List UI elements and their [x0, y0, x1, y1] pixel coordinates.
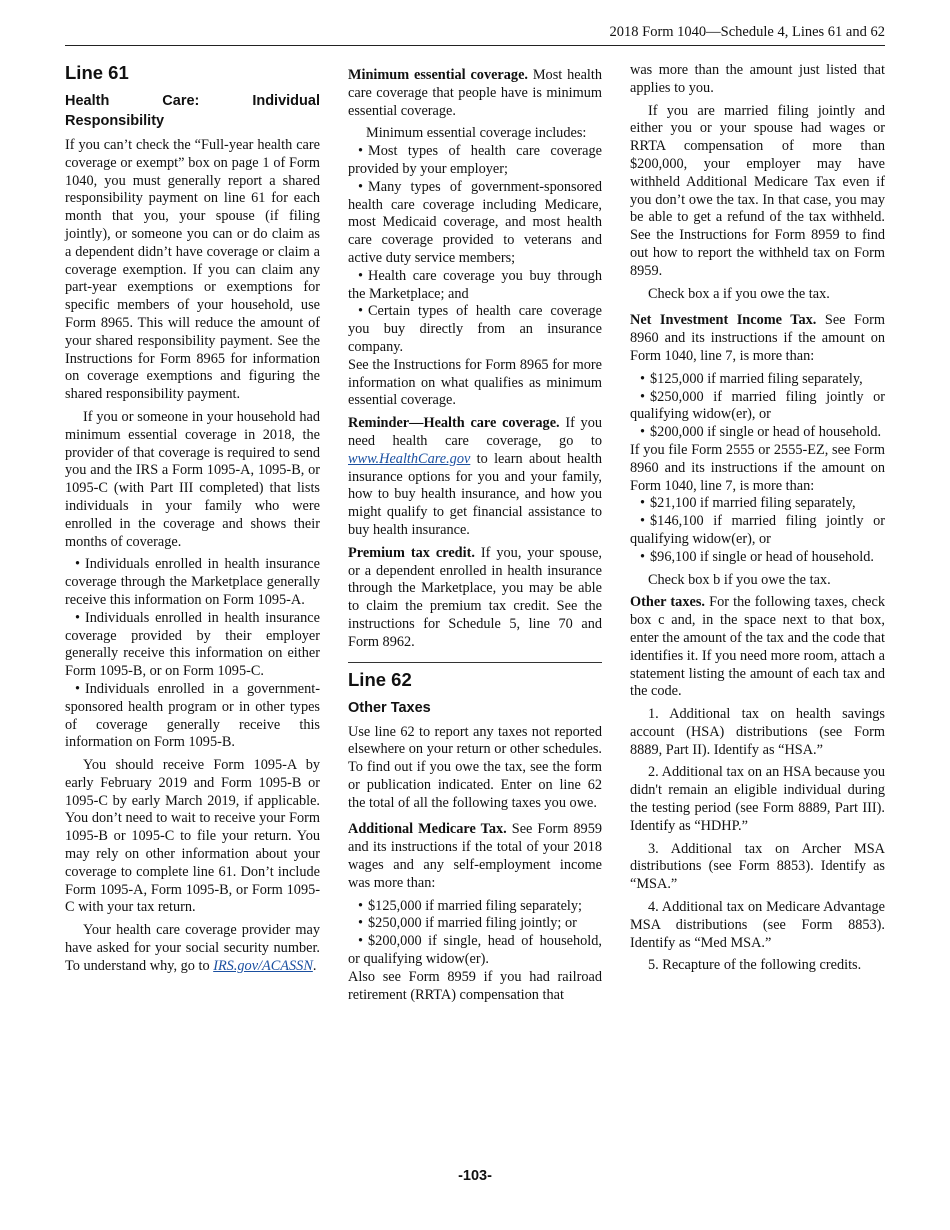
amt-lead: Additional Medicare Tax.: [348, 821, 507, 838]
line-61-subtitle: Health Care: Individual Responsibility: [65, 93, 320, 129]
ssn-paragraph: [65, 922, 320, 975]
page-number: -103-: [458, 1168, 492, 1184]
form-2555-paragraph: If you file Form 2555 or 2555-EZ, see Form 8960 and its instructions if the amount on Form 1040, line 7, is more than:: [630, 441, 885, 494]
bullet-item: • Certain types of health care coverage you buy directly from an insurance company.: [348, 303, 602, 356]
receive-forms-paragraph: You should receive Form 1095-A by early February 2019 and Form 1095-B or 1095-C by early March 2019, if applicable. You don’t need to wait to receive your Form 1095-B or 1095-C to file your return. You may rely on other information about your coverage to complete line 61. Don’t include Form 1095-A, Form 1095-B, or Form 1095-C with your tax return.: [65, 757, 320, 916]
header-rule: [65, 45, 885, 46]
bullet-item: • $200,000 if single, head of household, or qualifying widow(er).: [348, 933, 602, 969]
column-2: [348, 67, 602, 1009]
bullet-item: • Most types of health care coverage provided by your employer;: [348, 143, 602, 179]
tax-item: 2. Additional tax on an HSA because you didn't remain an eligible individual during the testing period (see Form 8889, Part III). Identify as “HDHP.”: [630, 764, 885, 834]
bullet-item: • $21,100 if married filing separately,: [630, 495, 885, 513]
reminder-text-1: If you need health care coverage, go to: [348, 415, 602, 449]
bullet-item: • $250,000 if married filing jointly or qualifying widow(er), or: [630, 389, 885, 425]
ptc-lead: Premium tax credit.: [348, 544, 475, 561]
niit-lead: Net Investment Income Tax.: [630, 312, 817, 329]
other-taxes-paragraph: [630, 594, 885, 701]
bullet-item: • Many types of government-sponsored health care coverage including Medicare, most Medicaid coverage, and most health care coverage provided to veterans and active duty service members;: [348, 179, 602, 268]
bullet-item: • Individuals enrolled in health insurance coverage provided by their employer generally receive this information on either Form 1095-B, or on Form 1095-C.: [65, 610, 320, 681]
line-62-subtitle: Other Taxes: [348, 699, 431, 716]
mec-see-paragraph: See the Instructions for Form 8965 for more information on what qualifies as minimum essential coverage.: [348, 356, 602, 409]
ptc-text: If you, your spouse, or a dependent enrolled in health insurance through the Marketplace, you may be able to claim the premium tax credit. See the instructions for Schedule 5, line 70 and Form 8962.: [348, 544, 603, 650]
line-62-title: Line 62: [348, 668, 412, 690]
line-62-paragraph: Use line 62 to report any taxes not reported elsewhere on your return or other schedules. To find out if you owe the tax, see the form or publication indicated. Enter on line 62 the total of all the following taxes you owe.: [348, 723, 602, 811]
healthcare-gov-link[interactable]: www.HealthCare.gov: [348, 450, 471, 467]
tax-item: 4. Additional tax on Medicare Advantage MSA distributions (see Form 8853). Identify as “Med MSA.”: [630, 899, 885, 951]
ssn-end: .: [312, 957, 317, 974]
other-taxes-text: For the following taxes, check box c and, in the space next to that box, enter the amount of the tax and the code that identifies it. If you need more room, attach a statement listing the amount of each tax and the code.: [630, 594, 885, 700]
mec-includes: Minimum essential coverage includes:: [366, 125, 587, 142]
other-taxes-lead: Other taxes.: [630, 594, 705, 611]
amt-paragraph: [348, 821, 602, 892]
tax-item: 3. Additional tax on Archer MSA distributions (see Form 8853). Identify as “MSA.”: [630, 840, 885, 893]
bullet-item: • $250,000 if married filing jointly; or: [348, 915, 602, 933]
niit-paragraph: [630, 312, 885, 365]
reminder-lead: Reminder—Health care coverage.: [348, 415, 560, 432]
line-61-paragraph: If you can’t check the “Full-year health care coverage or exempt” box on page 1 of Form 1040, you must generally report a shared responsibility payment on line 61 for each month that you, your spouse (if filing jointly), or someone you can or do claim as a dependent didn’t have coverage or claim a coverage exemption. If you can claim any part-year exemptions or exemptions for specific members of your household, use Form 8965. This will reduce the amount of your shared responsibility payment. See the Instructions for Form 8965 for information on coverage exemptions and figuring the shared responsibility payment.: [65, 137, 320, 403]
reminder-text-2: to learn about health insurance options for you and your family, how to buy health insurance, and how you might qualify to get financial assistance to buy health insurance.: [348, 450, 602, 538]
amt-also-paragraph: Also see Form 8959 if you had railroad retirement (RRTA) compensation that: [348, 968, 602, 1003]
acassn-link[interactable]: IRS.gov/ACASSN: [213, 957, 313, 974]
bullet-item: • $200,000 if single or head of household.: [630, 424, 885, 442]
column-3: [630, 62, 885, 980]
section-rule: [348, 662, 602, 663]
amt-text: See Form 8959 and its instructions if the total of your 2018 wages and any self-employment income was more than:: [348, 821, 603, 891]
bullet-item: • Health care coverage you buy through the Marketplace; and: [348, 268, 602, 304]
bullet-item: • $125,000 if married filing separately;: [348, 898, 602, 916]
mec-paragraph: [348, 67, 602, 120]
bullet-item: • Individuals enrolled in a government-sponsored health program or in other types of coverage generally receive this information on Form 1095-B.: [65, 681, 320, 752]
line-61-title: Line 61: [65, 62, 129, 83]
check-box-b: Check box b if you owe the tax.: [648, 571, 831, 588]
ptc-paragraph: [348, 545, 602, 652]
tax-item: 1. Additional tax on health savings account (HSA) distributions (see Form 8889, Part II). Identify as “HSA.”: [630, 706, 885, 758]
mec-text: Most health care coverage that people have is minimum essential coverage.: [348, 67, 603, 119]
reminder-paragraph: [348, 415, 602, 540]
coverage-paragraph: If you or someone in your household had minimum essential coverage in 2018, the provider of that coverage is required to send you and the IRS a Form 1095-A, 1095-B, or 1095-C (with Part III completed) that lists individuals in your family who were enrolled in the coverage and shows their months of coverage.: [65, 408, 320, 550]
mfj-paragraph: If you are married filing jointly and either you or your spouse had wages or RRTA compensation of more than $200,000, your employer may have withheld Additional Medicare Tax even if you don’t owe the tax. In that case, you may be able to get a refund of the tax withheld. See the Instructions for Form 8959 to find out how to report the withheld tax on Form 8959.: [630, 102, 885, 279]
bullet-item: • $125,000 if married filing separately,: [630, 371, 885, 389]
tax-item: 5. Recapture of the following credits.: [648, 957, 862, 974]
continued-paragraph: was more than the amount just listed that applies to you.: [630, 62, 885, 96]
bullet-item: • $96,100 if single or head of household.: [630, 549, 885, 567]
bullet-item: • $146,100 if married filing jointly or qualifying widow(er), or: [630, 513, 885, 549]
mec-lead: Minimum essential coverage.: [348, 67, 528, 83]
check-box-a: Check box a if you owe the tax.: [648, 285, 830, 302]
column-1: [65, 62, 320, 981]
bullet-item: • Individuals enrolled in health insurance coverage through the Marketplace generally receive this information on Form 1095-A.: [65, 556, 320, 609]
running-head: 2018 Form 1040—Schedule 4, Lines 61 and 62: [609, 24, 885, 40]
niit-text: See Form 8960 and its instructions if the amount on Form 1040, line 7, is more than:: [630, 312, 886, 364]
ssn-text: Your health care coverage provider may have asked for your social security number. To understand why, go to: [65, 922, 320, 974]
